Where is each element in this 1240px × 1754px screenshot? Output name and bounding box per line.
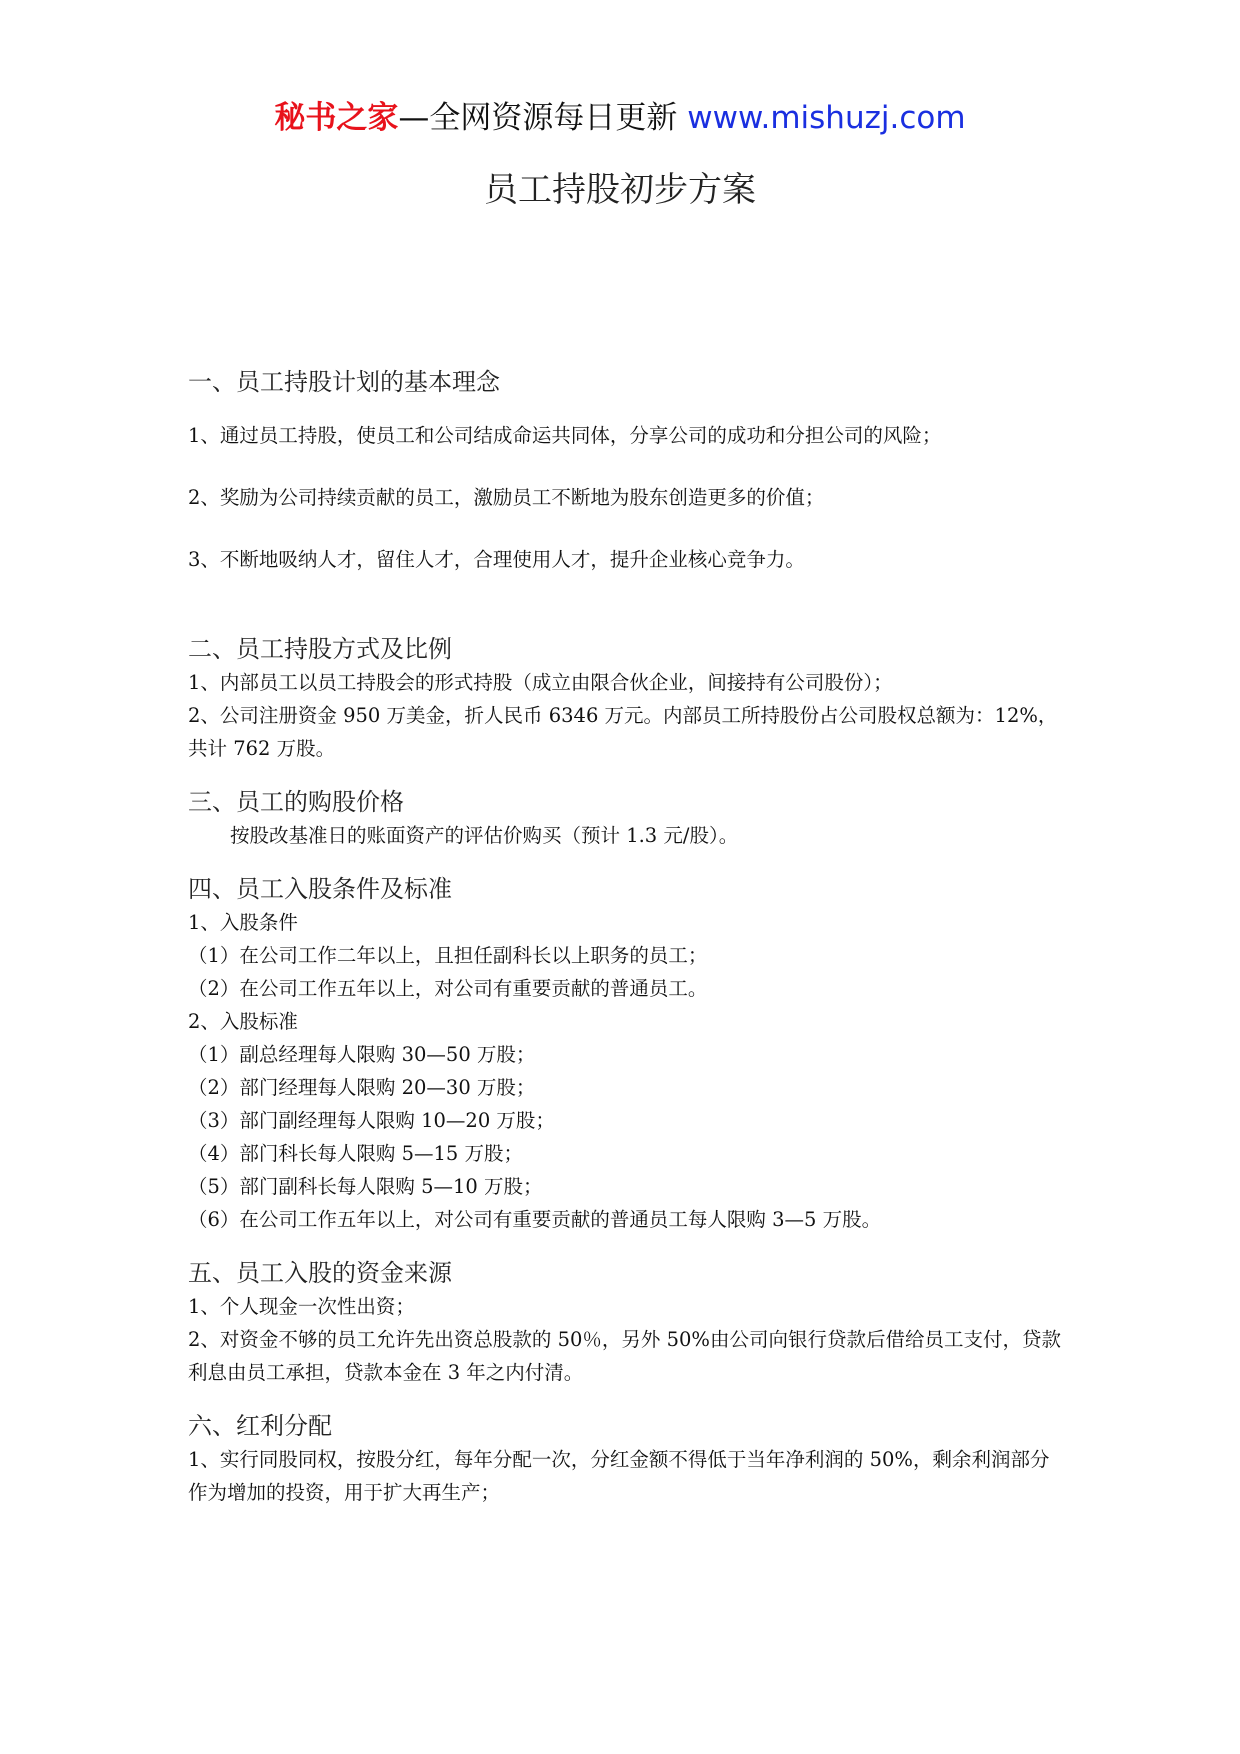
section-2-item-1: 1、内部员工以员工持股会的形式持股（成立由限合伙企业，间接持有公司股份）； bbox=[188, 671, 893, 694]
section-5-item-2: 2、对资金不够的员工允许先出资总股款的 50％，另外 50%由公司向银行贷款后借给员工支付，贷款利息由员工承担，贷款本金在 3 年之内付清。 bbox=[188, 1328, 1061, 1384]
section-1-item-3: 3、不断地吸纳人才，留住人才，合理使用人才，提升企业核心竞争力。 bbox=[188, 548, 805, 571]
section-4-standard-item-4: （4）部门科长每人限购 5—15 万股； bbox=[188, 1142, 524, 1165]
banner-url-link[interactable]: www.mishuzj.com bbox=[677, 100, 966, 136]
section-1-item-2: 2、奖励为公司持续贡献的员工，激励员工不断地为股东创造更多的价值； bbox=[188, 486, 825, 509]
section-2-item-2: 2、公司注册资金 950 万美金，折人民币 6346 万元。内部员工所持股份占公司股权总额为：12%，共计 762 万股。 bbox=[188, 704, 1058, 760]
section-3-text: 按股改基准日的账面资产的评估价购买（预计 1.3 元/股）。 bbox=[230, 824, 739, 847]
section-4-standard-item-2: （2）部门经理每人限购 20—30 万股； bbox=[188, 1076, 536, 1099]
banner-brand: 秘书之家 bbox=[274, 100, 399, 136]
section-5-heading: 五、员工入股的资金来源 bbox=[188, 1259, 452, 1287]
document-title: 员工持股初步方案 bbox=[484, 170, 756, 210]
section-4-heading: 四、员工入股条件及标准 bbox=[188, 875, 452, 903]
section-1-item-1: 1、通过员工持股，使员工和公司结成命运共同体，分享公司的成功和分担公司的风险； bbox=[188, 424, 942, 447]
section-4-standard-item-3: （3）部门副经理每人限购 10—20 万股； bbox=[188, 1109, 555, 1132]
section-6-item-1: 1、实行同股同权，按股分红，每年分配一次，分红金额不得低于当年净利润的 50%，剩余利润部分作为增加的投资，用于扩大再生产； bbox=[188, 1448, 1050, 1504]
banner-slogan: —全网资源每日更新 bbox=[398, 100, 678, 136]
section-3-heading: 三、员工的购股价格 bbox=[188, 788, 404, 816]
section-2-heading: 二、员工持股方式及比例 bbox=[188, 635, 452, 663]
section-4-condition-item-2: （2）在公司工作五年以上，对公司有重要贡献的普通员工。 bbox=[188, 977, 708, 1000]
section-4-standard-item-1: （1）副总经理每人限购 30—50 万股； bbox=[188, 1043, 536, 1066]
section-5-item-1: 1、个人现金一次性出资； bbox=[188, 1295, 415, 1318]
section-4-condition-title: 1、入股条件 bbox=[188, 911, 298, 934]
site-banner bbox=[0, 98, 1240, 138]
document-body bbox=[188, 365, 1068, 1509]
section-6-heading: 六、红利分配 bbox=[188, 1412, 332, 1440]
section-1-heading: 一、员工持股计划的基本理念 bbox=[188, 368, 500, 396]
section-4-standard-item-6: （6）在公司工作五年以上，对公司有重要贡献的普通员工每人限购 3—5 万股。 bbox=[188, 1208, 882, 1231]
section-4-condition-item-1: （1）在公司工作二年以上，且担任副科长以上职务的员工； bbox=[188, 944, 708, 967]
section-4-standard-title: 2、入股标准 bbox=[188, 1010, 298, 1033]
section-4-standard-item-5: （5）部门副科长每人限购 5—10 万股； bbox=[188, 1175, 543, 1198]
